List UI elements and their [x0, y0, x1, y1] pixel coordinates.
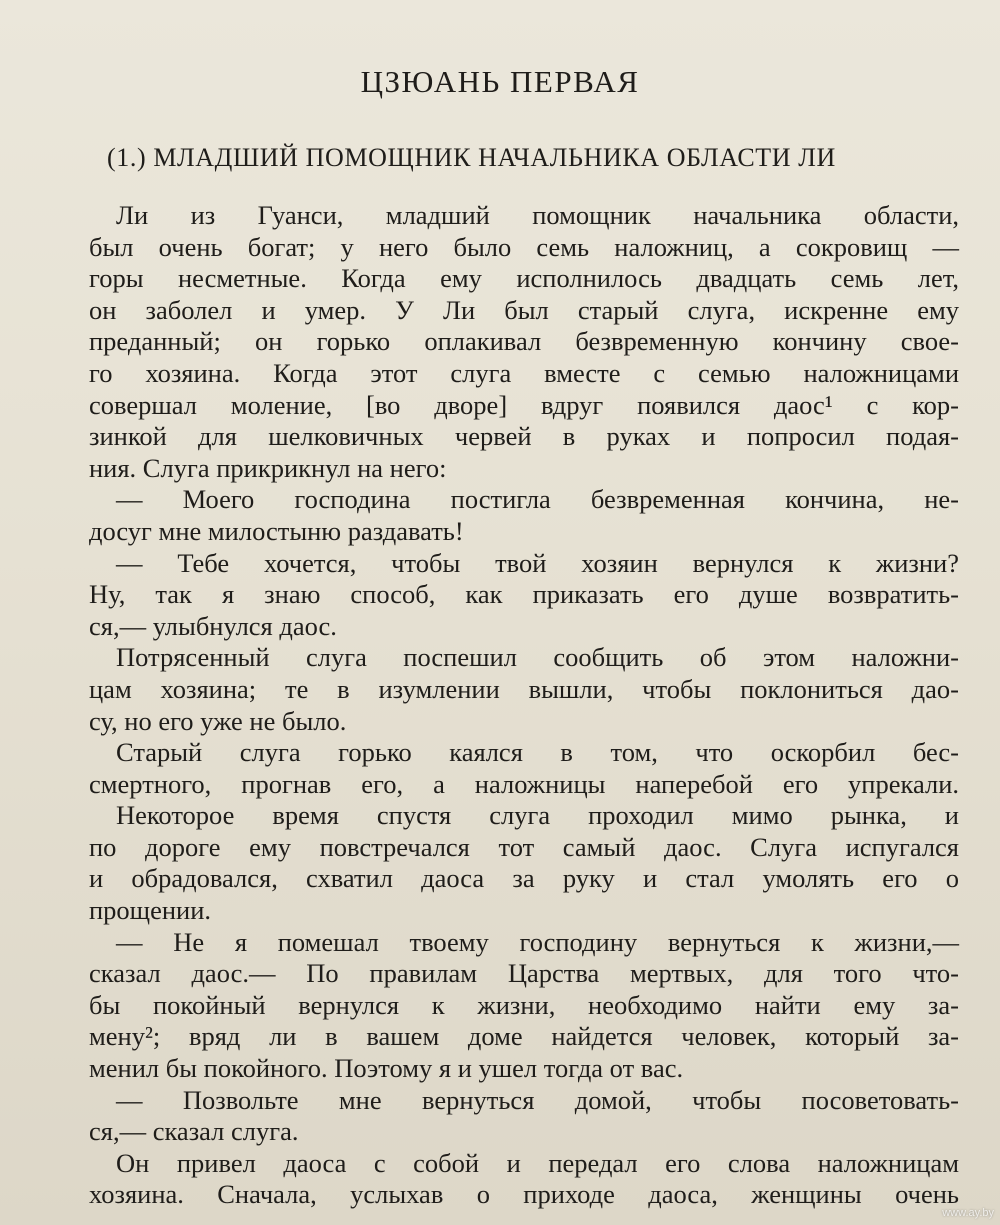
text-line: Старый слуга горько каялся в том, что оскорбил бес-: [116, 737, 959, 768]
text-line: смертного, прогнав его, а наложницы наперебой его упрекали.: [89, 768, 959, 799]
watermark: www.ay.by: [942, 1207, 994, 1219]
text-line: го хозяина. Когда этот слуга вместе с семью наложницами: [89, 357, 959, 388]
text-line: — Моего господина постигла безвременная кончина, не-: [116, 484, 959, 515]
text-line: зинкой для шелковичных червей в руках и попросил подая-: [89, 421, 959, 452]
text-line: и обрадовался, схватил даоса за руку и стал умолять его о: [89, 863, 959, 894]
text-line: хозяина. Сначала, услыхав о приходе даоса, женщины очень: [89, 1179, 959, 1210]
story-heading: (1.) МЛАДШИЙ ПОМОЩНИК НАЧАЛЬНИКА ОБЛАСТИ ЛИ: [107, 143, 836, 172]
text-line: досуг мне милостыню раздавать!: [89, 515, 464, 546]
text-line: — Позвольте мне вернуться домой, чтобы посоветовать-: [116, 1084, 959, 1115]
text-line: — Не я помешал твоему господину вернуться к жизни,—: [116, 926, 959, 957]
text-line: ся,— сказал слуга.: [89, 1116, 299, 1147]
text-line: прощении.: [89, 895, 212, 926]
text-line: совершал моление, [во дворе] вдруг появился даос¹ с кор-: [89, 389, 959, 420]
text-line: Некоторое время спустя слуга проходил мимо рынка, и: [116, 800, 959, 831]
text-line: ся,— улыбнулся даос.: [89, 610, 337, 641]
text-line: горы несметные. Когда ему исполнилось двадцать семь лет,: [89, 263, 959, 294]
text-line: Он привел даоса с собой и передал его слова наложницам: [116, 1147, 959, 1178]
text-line: по дороге ему повстречался тот самый даос. Слуга испугался: [89, 831, 959, 862]
text-line: Ли из Гуанси, младший помощник начальника области,: [116, 200, 959, 230]
text-line: — Тебе хочется, чтобы твой хозяин вернулся к жизни?: [116, 547, 959, 578]
text-line: Потрясенный слуга поспешил сообщить об этом наложни-: [116, 642, 959, 673]
text-line: сказал даос.— По правилам Царства мертвых, для того что-: [89, 958, 959, 989]
text-line: преданный; он горько оплакивал безвременную кончину свое-: [89, 326, 959, 357]
text-line: су, но его уже не было.: [89, 705, 347, 736]
story-body: [89, 200, 959, 1211]
text-line: Ну, так я знаю способ, как приказать его душе возвратить-: [89, 579, 959, 610]
text-line: был очень богат; у него было семь наложниц, а сокровищ —: [89, 231, 959, 262]
text-line: мену²; вряд ли в вашем доме найдется человек, который за-: [89, 1021, 959, 1052]
text-line: менил бы покойного. Поэтому я и ушел тогда от вас.: [89, 1053, 684, 1084]
chapter-title: ЦЗЮАНЬ ПЕРВАЯ: [360, 64, 640, 99]
text-line: он заболел и умер. У Ли был старый слуга, искренне ему: [89, 294, 959, 325]
text-line: бы покойный вернулся к жизни, необходимо найти ему за-: [89, 989, 959, 1020]
text-line: цам хозяина; те в изумлении вышли, чтобы поклониться дао-: [89, 673, 959, 704]
text-line: ния. Слуга прикрикнул на него:: [89, 452, 447, 483]
